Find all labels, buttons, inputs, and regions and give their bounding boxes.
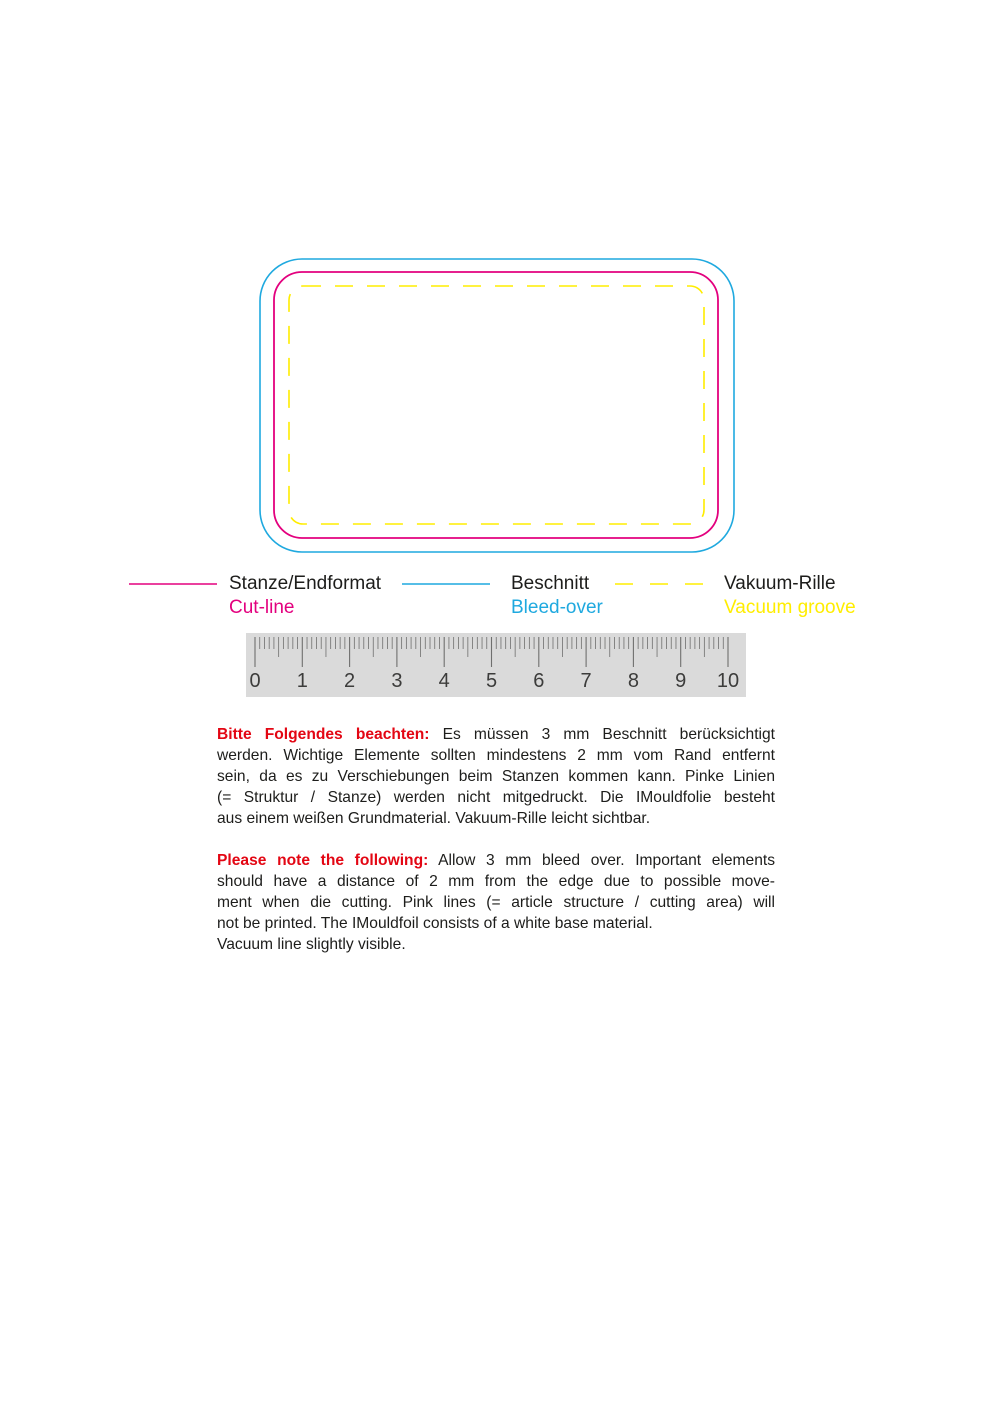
cut-line-outline <box>274 272 718 538</box>
bleed-over-outline <box>260 259 734 552</box>
vacuum-groove-outline <box>289 286 704 524</box>
english-note-line-5: Vacuum line slightly visible. <box>217 936 406 953</box>
ruler-number: 9 <box>675 670 687 692</box>
ruler-number: 1 <box>296 670 308 692</box>
ruler-number: 0 <box>249 670 261 692</box>
ruler-number: 10 <box>716 670 740 692</box>
cut-line-label-en: Cut-line <box>229 597 295 618</box>
english-note-line-3: ment when die cutting. Pink lines (= article structure / cutting area) will <box>217 894 775 911</box>
german-note-line-5: aus einem weißen Grundmaterial. Vakuum-Rille leicht sichtbar. <box>217 810 651 827</box>
english-note-heading: Please note the following: <box>217 852 429 869</box>
english-note-text-1: Allow 3 mm bleed over. Important elements <box>438 852 776 869</box>
english-note-line-2: should have a distance of 2 mm from the edge due to possible move- <box>217 873 775 890</box>
ruler-number: 8 <box>627 670 639 692</box>
bleed-over-label-de: Beschnitt <box>511 573 590 594</box>
vacuum-groove-label-de: Vakuum-Rille <box>724 573 836 594</box>
ruler-number: 2 <box>344 670 356 692</box>
german-note-line-4: (= Struktur / Stanze) werden nicht mitgedruckt. Die IMouldfolie besteht <box>217 789 775 806</box>
bleed-over-legend-swatch <box>402 582 490 586</box>
english-note-line-1 <box>217 850 775 871</box>
german-note-line-1 <box>217 724 775 745</box>
ruler-number: 3 <box>391 670 403 692</box>
vacuum-groove-legend-swatch <box>615 582 705 586</box>
ruler-number: 7 <box>580 670 592 692</box>
vacuum-groove-label-en: Vacuum groove <box>724 597 856 618</box>
german-note-line-2: werden. Wichtige Elemente sollten mindestens 2 mm vom Rand entfernt <box>217 747 775 764</box>
ruler <box>246 633 746 697</box>
german-note-heading: Bitte Folgendes beachten: <box>217 726 430 743</box>
ruler-number: 6 <box>533 670 545 692</box>
template-diagram <box>258 257 736 554</box>
bleed-over-label-en: Bleed-over <box>511 597 603 618</box>
ruler-number: 4 <box>438 670 450 692</box>
cut-line-legend-swatch <box>129 582 217 586</box>
german-note-text-1: Es müssen 3 mm Beschnitt berücksichtigt <box>442 726 776 743</box>
cut-line-label-de: Stanze/Endformat <box>229 573 382 594</box>
english-note <box>217 850 775 955</box>
german-note <box>217 724 775 829</box>
ruler-number: 5 <box>485 670 498 692</box>
ruler-ticks <box>246 633 746 673</box>
english-note-line-4: not be printed. The IMouldfoil consists of a white base material. <box>217 915 653 932</box>
german-note-line-3: sein, da es zu Verschiebungen beim Stanzen kommen kann. Pinke Linien <box>217 768 775 785</box>
